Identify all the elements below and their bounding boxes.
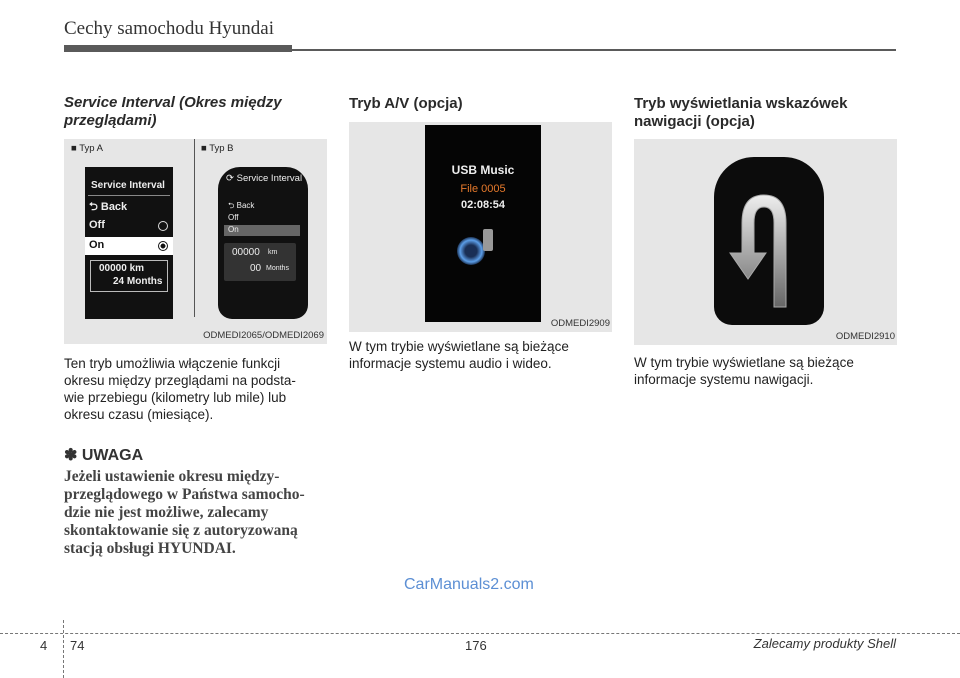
figure-caption: ODMEDI2065/ODMEDI2069 [203,330,324,341]
footer-brand: Zalecamy produkty Shell [753,636,896,651]
type-b-label: ■ Typ B [201,143,234,154]
section-title-service-interval: Service Interval (Okres między przeglądami) [64,94,282,129]
usb-stick-icon [483,229,493,251]
footer-rule [0,633,960,634]
page-header-title: Cechy samochodu Hyundai [64,18,275,39]
screen-b-back-label: Back [236,201,255,210]
screen-usb-title: USB Music [451,163,515,177]
lcd-screen-usb [425,125,541,322]
figure-navigation-mode [634,139,897,345]
screen-usb-time: 02:08:54 [460,199,506,211]
disc-icon [457,237,485,265]
body-line: Ten tryb umożliwia włączenie funkcji [64,356,281,371]
lcd-screen-type-b [218,167,308,319]
warning-title: ✽ UWAGA [64,447,144,464]
body-line: okresu czasu (miesiące). [64,407,214,422]
screen-a-off: Off [89,219,105,231]
warning-line: przeglądowego w Państwa samocho- [64,486,305,503]
screen-a-on: On [89,239,105,251]
body-line: informacje systemu audio i wideo. [349,356,552,371]
body-line: okresu między przeglądami na podsta- [64,373,296,388]
screen-b-off: Off [228,213,239,222]
warning-line: skontaktowanie się z autoryzowaną [64,522,298,539]
title-line: Tryb wyświetlania wskazówek [634,95,848,112]
screen-a-months: 24 Months [113,276,163,287]
footer-chapter: 4 [40,638,48,653]
screen-b-months-value: 00 [250,263,262,274]
screen-a-km: 00000 km [99,263,145,274]
figure-divider [194,139,195,317]
screen-a-back: ⮌ Back [89,201,128,213]
body-text-av-mode [349,338,612,372]
screen-a-back-label: Back [100,201,128,213]
figure-service-interval [64,139,327,344]
body-line: W tym trybie wyświetlane są bieżące [634,355,854,370]
title-line: nawigacji (opcja) [634,113,755,130]
screen-a-title: Service Interval [91,180,165,191]
footer-divider [63,620,64,678]
radio-off-icon [158,221,168,231]
warning-text [64,468,327,558]
figure-av-mode [349,122,612,332]
warning-line: Jeżeli ustawienie okresu między- [64,468,280,485]
screen-b-back: ⮌ Back [228,201,255,210]
screen-b-km-value: 00000 [232,247,260,258]
body-line: wie przebiegu (kilometry lub mile) lub [64,390,287,405]
screen-usb-file: File 0005 [460,183,506,195]
body-line: informacje systemu nawigacji. [634,372,814,387]
screen-b-months-unit: Months [266,265,289,272]
u-turn-arrow-icon [714,157,824,325]
header-accent-bar [64,45,292,52]
header-rule [292,49,896,51]
figure-caption: ODMEDI2910 [835,331,895,342]
body-text-service-interval [64,355,327,423]
lcd-screen-navigation [714,157,824,325]
section-title-navigation-mode [634,95,896,131]
footer-page-number: 176 [465,638,487,653]
warning-line: stacją obsługi HYUNDAI. [64,540,236,557]
section-title-av-mode: Tryb A/V (opcja) [349,95,463,112]
screen-b-on: On [228,225,239,234]
type-a-label: ■ Typ A [71,143,103,154]
lcd-screen-type-a [85,167,173,319]
footer-page-in-chapter: 74 [70,638,85,653]
figure-caption: ODMEDI2909 [550,318,610,329]
radio-on-icon [158,241,168,251]
screen-b-km-unit: km [268,249,278,256]
screen-a-rule [88,195,170,196]
screen-b-title-label: Service Interval [236,173,303,184]
body-text-navigation-mode [634,354,897,388]
watermark-link[interactable]: CarManuals2.com [404,576,534,593]
screen-b-title: ⟳ Service Interval [226,173,303,184]
warning-line: dzie nie jest możliwe, zalecamy [64,504,269,521]
body-line: W tym trybie wyświetlane są bieżące [349,339,569,354]
